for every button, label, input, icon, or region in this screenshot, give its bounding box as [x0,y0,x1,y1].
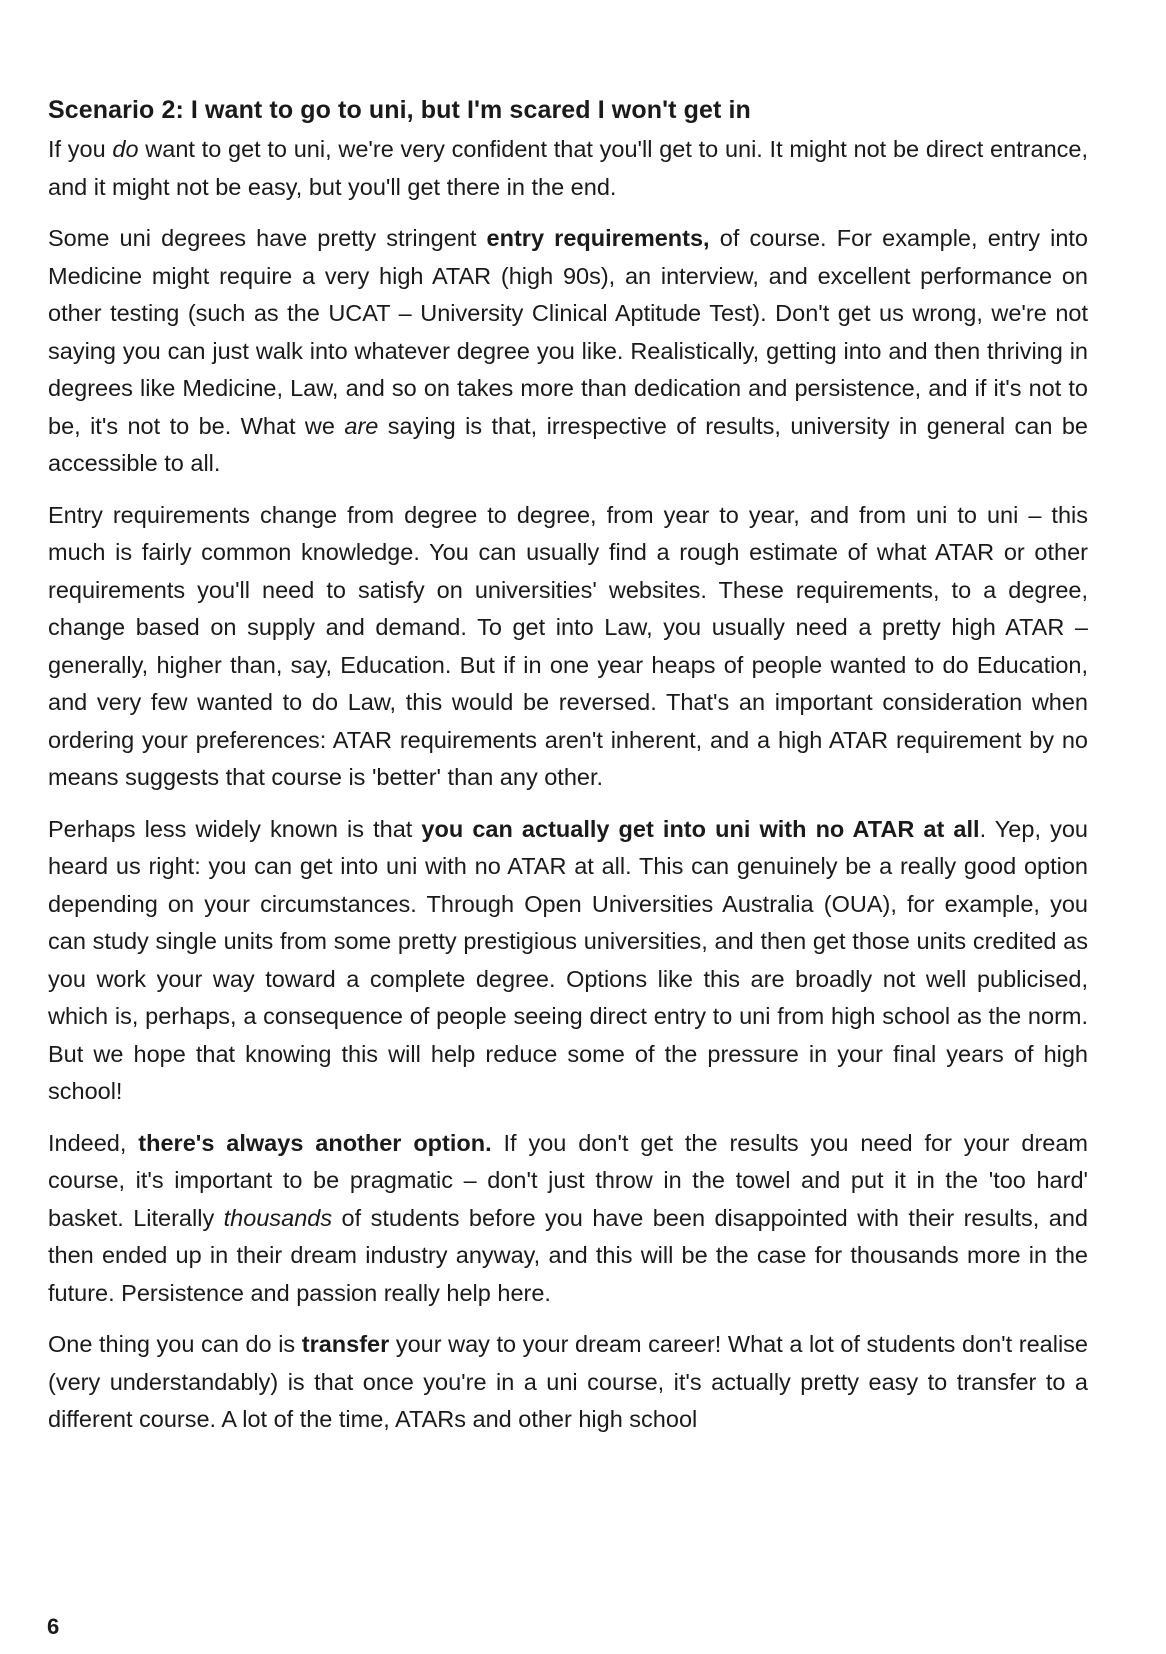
paragraph-5-bold: there's always another option. [138,1129,492,1156]
paragraph-2 [48,220,1088,483]
section-heading: Scenario 2: I want to go to uni, but I'm scared I won't get in [48,96,751,124]
paragraph-4-text-c: . Yep, you heard us right: you can get into uni with no ATAR at all. This can genuinely be a really good option depending on your circumstances. Through Open Universities Australia (OUA), for example, you can study single units from some pretty prestigious universities, and then get those units credited as you work your way toward a complete degree. Options like this are broadly not well publicised, which is, perhaps, a consequence of people seeing direct entry to uni from high school as the norm. But we hope that knowing this will help reduce some of the pressure in your final years of high school! [48,815,1088,1104]
paragraph-6-text-a: One thing you can do is [48,1331,302,1357]
paragraph-6-text-c: your way to your dream career! What a lot of students don't realise (very understandably) is that once you're in a uni course, it's actually pretty easy to transfer to a different course. A lot of the time, ATARs and other high school [48,1331,1088,1432]
page-number: 6 [47,1614,60,1639]
paragraph-4-text-a: Perhaps less widely known is that [48,815,422,842]
paragraph-5-text-e: of students before you have been disappointed with their results, and then ended up in their dream industry anyway, and this will be the case for thousands more in the future. Persistence and passion really help here. [48,1204,1088,1306]
document-page [48,93,1088,1453]
paragraph-5-emphasis: thousands [223,1204,333,1231]
paragraph-4 [48,811,1088,1111]
paragraph-2-emphasis: are [344,412,379,439]
paragraph-1-text-c: want to get to uni, we're very confident that you'll get to uni. It might not be direct entrance, and it might not be easy, but you'll get there in the end. [48,136,1088,200]
paragraph-4-bold: you can actually get into uni with no ATAR at all [421,815,980,842]
paragraph-6 [48,1326,1088,1439]
paragraph-1-emphasis: do [112,136,139,162]
paragraph-5-text-c: If you don't get the results you need for your dream course, it's important to be pragmatic – don't just throw in the towel and put it in the 'too hard' basket. Literally [48,1129,1088,1231]
paragraph-3: Entry requirements change from degree to degree, from year to year, and from uni to uni – this much is fairly common knowledge. You can usually find a rough estimate of what ATAR or other requirements you'll need to satisfy on universities' websites. These requirements, to a degree, change based on supply and demand. To get into Law, you usually need a pretty high ATAR – generally, higher than, say, Education. But if in one year heaps of people wanted to do Education, and very few wanted to do Law, this would be reversed. That's an important consideration when ordering your preferences: ATAR requirements aren't inherent, and a high ATAR requirement by no means suggests that course is 'better' than any other. [48,501,1088,790]
paragraph-2-bold: entry requirements, [486,225,710,251]
paragraph-6-bold: transfer [301,1331,390,1357]
paragraph-5 [48,1125,1088,1313]
paragraph-1 [48,131,1088,206]
paragraph-2-text-e: saying is that, irrespective of results, university in general can be accessible to all. [48,412,1088,476]
paragraph-1-text-a: If you [48,136,113,162]
paragraph-2-text-c: of course. For example, entry into Medicine might require a very high ATAR (high 90s), an interview, and excellent performance on other testing (such as the UCAT – University Clinical Aptitude Test). Don't get us wrong, we're not saying you can just walk into whatever degree you like. Realistically, getting into and then thriving in degrees like Medicine, Law, and so on takes more than dedication and persistence, and if it's not to be, it's not to be. What we [48,225,1088,439]
paragraph-2-text-a: Some uni degrees have pretty stringent [48,225,487,251]
paragraph-5-text-a: Indeed, [48,1129,139,1156]
